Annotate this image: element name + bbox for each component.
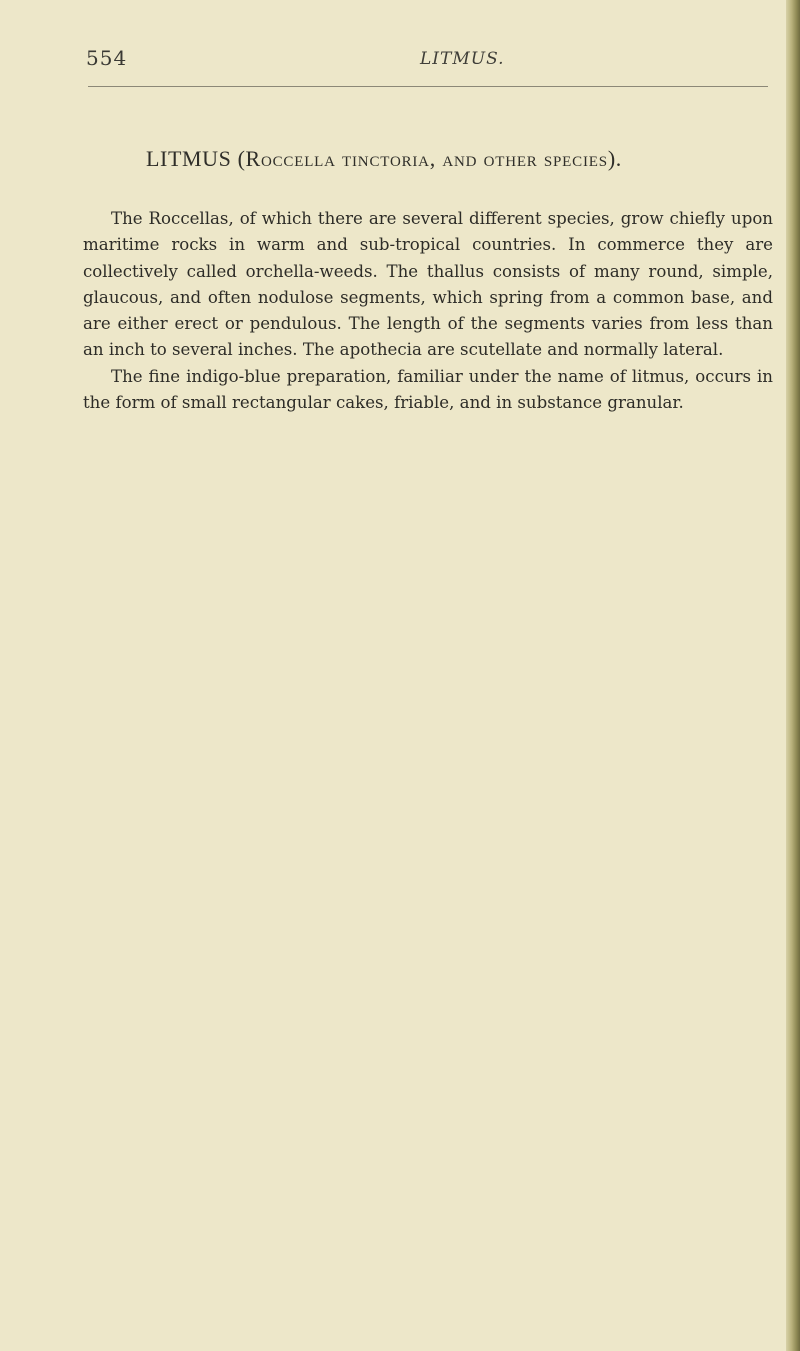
header-rule <box>88 86 768 87</box>
title-main: LITMUS ( <box>146 146 246 171</box>
page-number: 554 <box>86 46 128 70</box>
page-header <box>86 46 776 86</box>
paragraph-2: The fine indigo-blue preparation, familiar under the name of litmus, occurs in the form of small rectangular cakes, friable, and in substance granular. <box>83 366 773 413</box>
title-end: ). <box>607 146 622 171</box>
article-title <box>146 146 766 172</box>
article-body <box>83 206 773 416</box>
paragraph-1: The Roccellas, of which there are several different species, grow chiefly upon maritime rocks in warm and sub-tropical countries. In commerce they are collectively called orchella-weeds. The thallus consists of many round, simple, glaucous, and often nodulose segments, which spring from a common base, and are either erect or pendulous. The length of the segments varies from less than an inch to several inches. The apothecia are scutellate and normally lateral. <box>83 209 773 360</box>
running-title: LITMUS. <box>420 49 505 69</box>
page-edge-shadow <box>786 0 800 1351</box>
title-species: Roccella tinctoria, and other species <box>245 146 608 171</box>
